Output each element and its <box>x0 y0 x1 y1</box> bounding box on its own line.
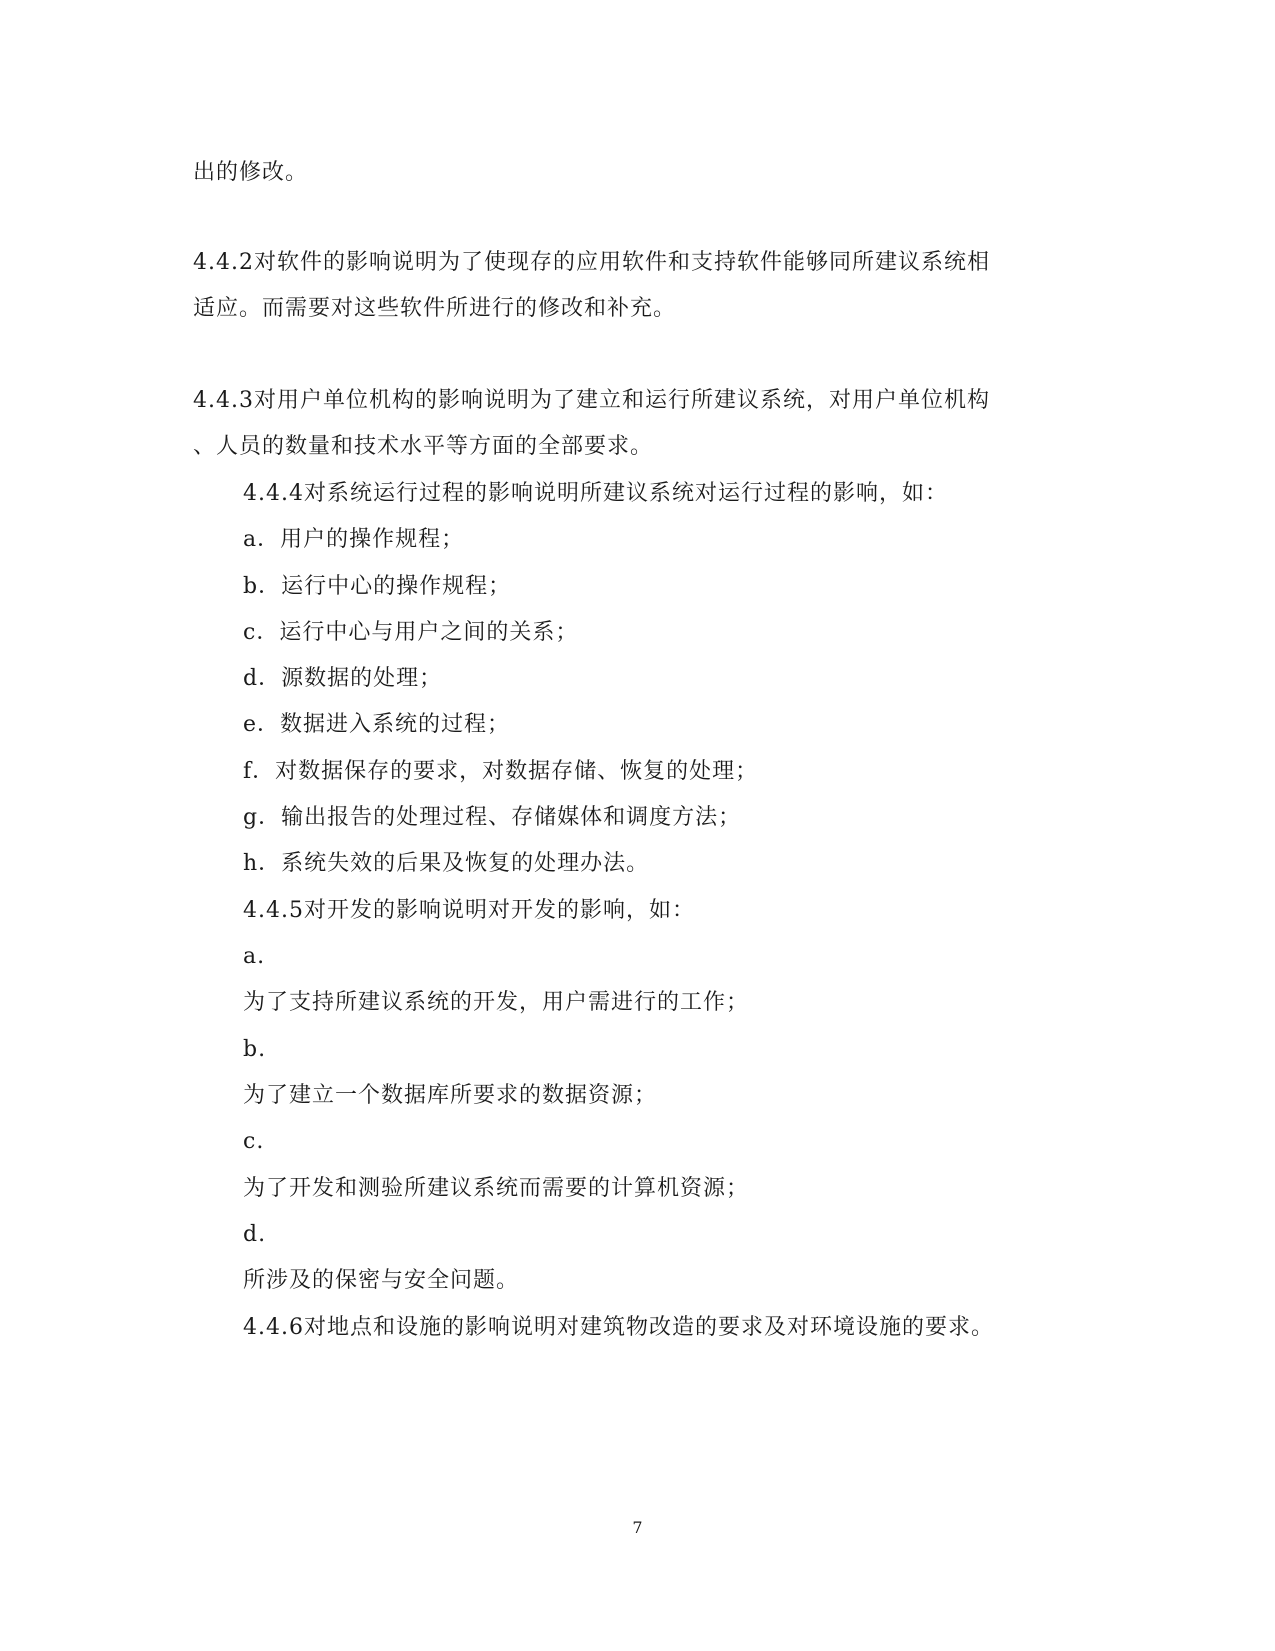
section-4-4-2-line-2: 适应。而需要对这些软件所进行的修改和补充。 <box>193 296 677 321</box>
section-4-4-3-line-2: 、人员的数量和技术水平等方面的全部要求。 <box>193 434 654 459</box>
list-item: 所涉及的保密与安全问题。 <box>243 1268 520 1293</box>
list-item: a．用户的操作规程； <box>243 527 465 552</box>
section-4-4-3-line-1: 4.4.3对用户单位机构的影响说明为了建立和运行所建议系统，对用户单位机构 <box>193 388 990 413</box>
list-item: d．源数据的处理； <box>243 666 443 691</box>
text-line: 出的修改。 <box>193 160 309 185</box>
list-item: e．数据进入系统的过程； <box>243 712 511 737</box>
list-item: 为了建立一个数据库所要求的数据资源； <box>243 1083 658 1108</box>
list-item: b．运行中心的操作规程； <box>243 574 512 599</box>
list-marker: d. <box>243 1222 267 1247</box>
list-item: h．系统失效的后果及恢复的处理办法。 <box>243 851 650 876</box>
list-item: g．输出报告的处理过程、存储媒体和调度方法； <box>243 805 742 830</box>
section-4-4-5-heading: 4.4.5对开发的影响说明对开发的影响，如： <box>243 898 695 923</box>
list-marker: a. <box>243 944 266 969</box>
list-item: f．对数据保存的要求，对数据存储、恢复的处理； <box>243 759 759 784</box>
section-4-4-2-line-1: 4.4.2对软件的影响说明为了使现存的应用软件和支持软件能够同所建议系统相 <box>193 250 990 275</box>
list-item: c．运行中心与用户之间的关系； <box>243 620 579 645</box>
list-marker: c. <box>243 1129 265 1154</box>
list-item: 为了开发和测验所建议系统而需要的计算机资源； <box>243 1176 750 1201</box>
list-item: 为了支持所建议系统的开发，用户需进行的工作； <box>243 990 750 1015</box>
list-marker: b. <box>243 1037 267 1062</box>
section-4-4-4-heading: 4.4.4对系统运行过程的影响说明所建议系统对运行过程的影响，如： <box>243 481 948 506</box>
page-number: 7 <box>632 1518 643 1537</box>
section-4-4-6-heading: 4.4.6对地点和设施的影响说明对建筑物改造的要求及对环境设施的要求。 <box>243 1315 994 1340</box>
